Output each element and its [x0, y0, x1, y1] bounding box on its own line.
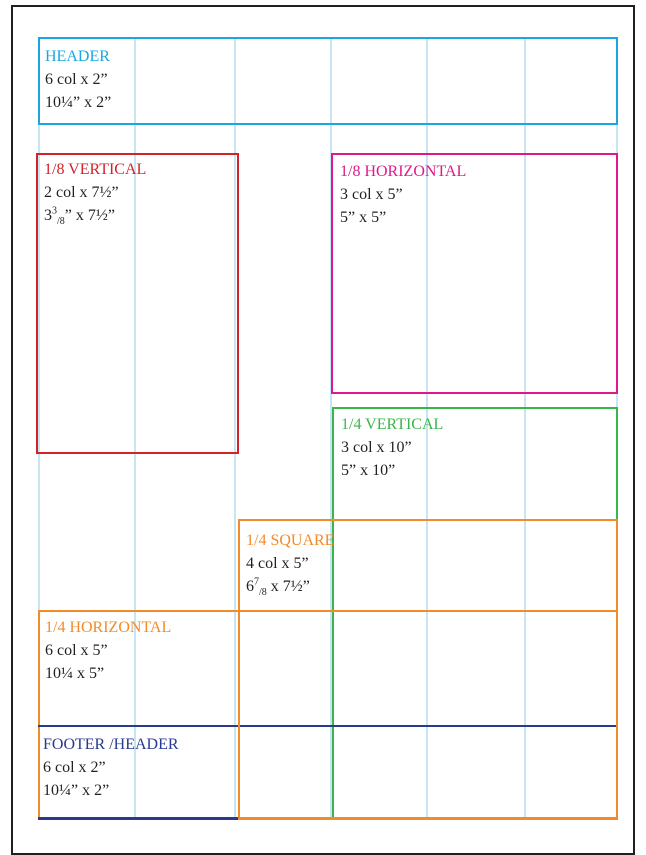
ad-quarter-vertical-label [341, 413, 443, 482]
ad-eighth-vertical-columns: 2 col x 7½” [44, 184, 119, 201]
ad-quarter-vertical-columns: 3 col x 10” [341, 439, 412, 456]
ad-footer-size: 10¼” x 2” [43, 782, 110, 799]
ad-quarter-square-size: $6^7_{/8}$ x 7½” [246, 576, 310, 599]
ad-header-title: HEADER [45, 48, 110, 65]
ad-footer-label [43, 733, 179, 802]
ad-quarter-vertical-title: 1/4 VERTICAL [341, 416, 444, 433]
ad-header-label [45, 45, 111, 114]
ad-header-columns: 6 col x 2” [45, 71, 108, 88]
ad-quarter-horizontal-size: 10¼ x 5” [45, 665, 105, 682]
ad-quarter-square-label [246, 529, 334, 598]
ad-footer-bottom-border [38, 817, 240, 820]
ad-eighth-horizontal-size: 5” x 5” [340, 209, 387, 226]
ad-quarter-horizontal-title: 1/4 HORIZONTAL [45, 619, 172, 636]
ad-eighth-horizontal-label [340, 160, 466, 229]
ad-header-size: 10¼” x 2” [45, 94, 112, 111]
ad-eighth-vertical-size: $3^3_{/8}$” x 7½” [44, 205, 115, 228]
ad-quarter-horizontal-columns: 6 col x 5” [45, 642, 108, 659]
ad-eighth-horizontal-columns: 3 col x 5” [340, 186, 403, 203]
ad-eighth-horizontal-title: 1/8 HORIZONTAL [340, 163, 467, 180]
ad-footer-title: FOOTER /HEADER [43, 736, 179, 753]
ad-quarter-vertical-size: 5” x 10” [341, 462, 396, 479]
ad-quarter-square-columns: 4 col x 5” [246, 555, 309, 572]
ad-footer-columns: 6 col x 2” [43, 759, 106, 776]
ad-eighth-vertical-title: 1/8 VERTICAL [44, 161, 147, 178]
ad-quarter-square-title: 1/4 SQUARE [246, 532, 335, 549]
ad-eighth-vertical-label [44, 158, 146, 227]
ad-quarter-horizontal-label [45, 616, 171, 685]
ad-header [38, 37, 618, 125]
